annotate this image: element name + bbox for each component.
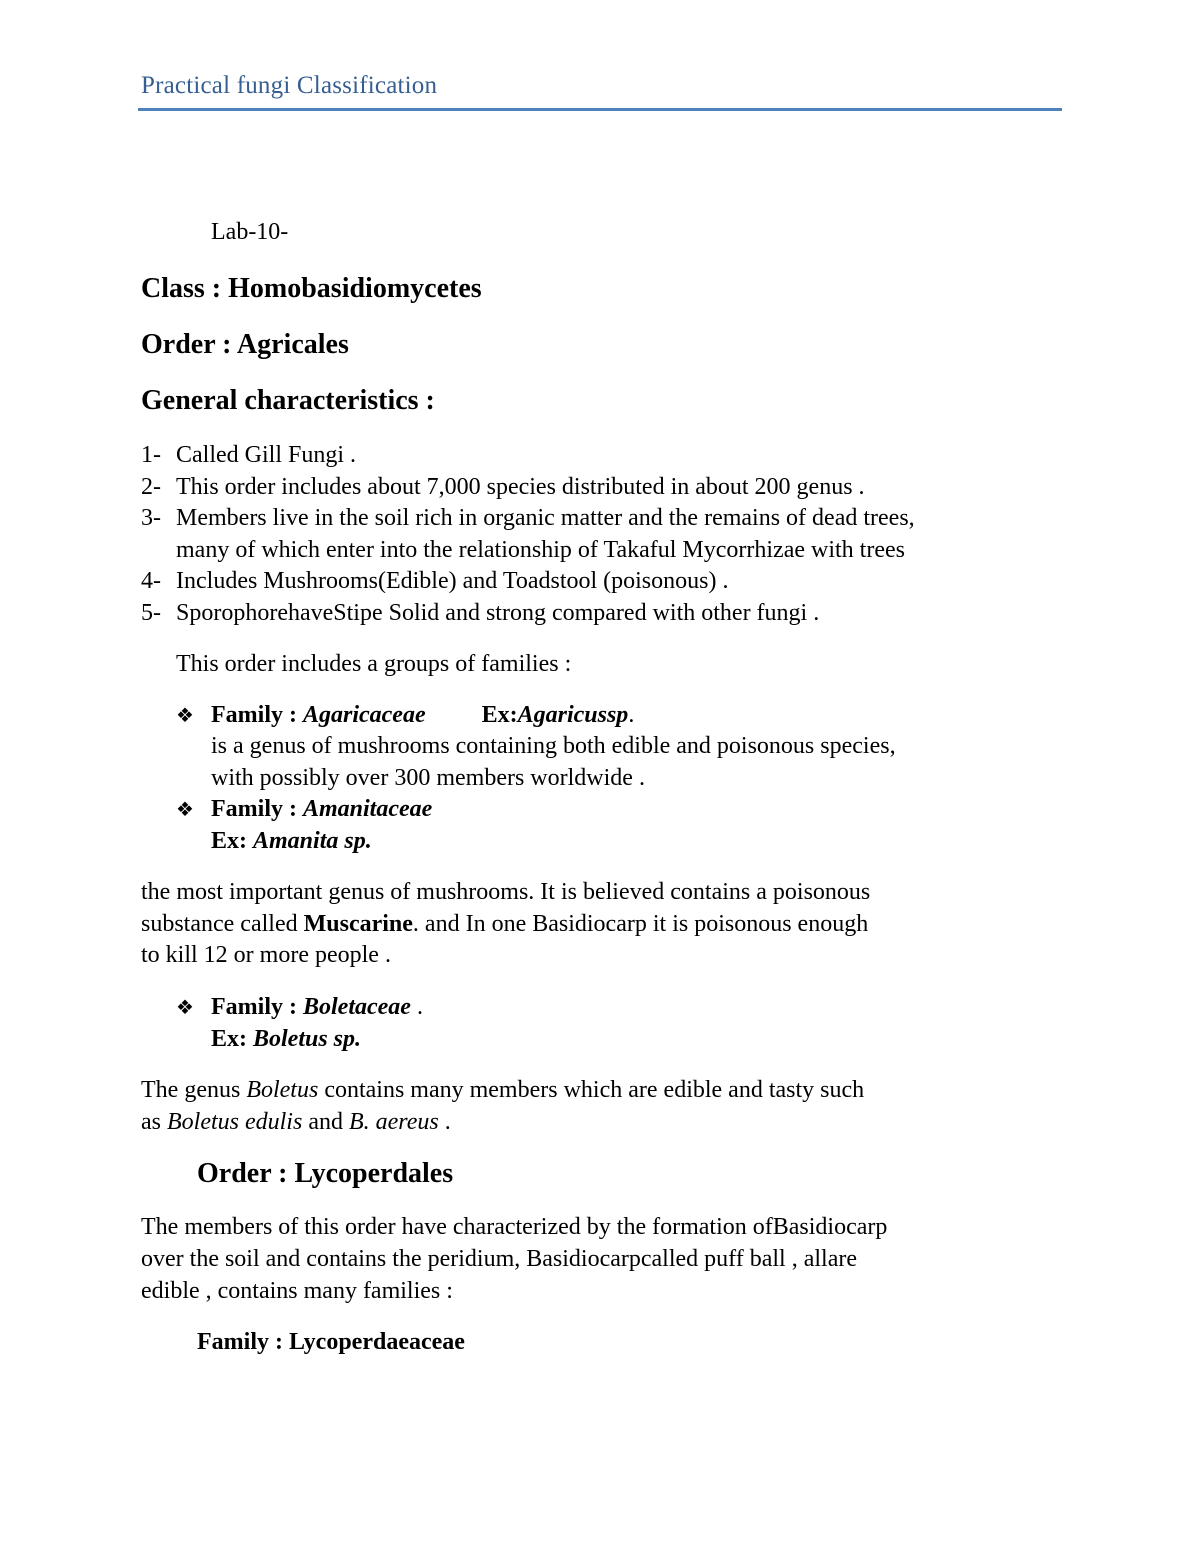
- example-label: Ex:: [211, 1026, 253, 1052]
- family-label: Family :: [211, 796, 303, 822]
- family-name: Boletaceae: [302, 994, 411, 1020]
- family-description: with possibly over 300 members worldwide .: [211, 765, 645, 791]
- example-name: Amanita sp.: [253, 828, 372, 854]
- family-description: is a genus of mushrooms containing both edible and poisonous species,: [211, 733, 896, 759]
- list-item: Called Gill Fungi .: [176, 442, 356, 468]
- family-name: Agaricaceae: [302, 702, 426, 728]
- example-name: Boletus sp.: [253, 1026, 362, 1052]
- family-boletaceae-line: Family : Boletaceae .: [211, 994, 423, 1020]
- lycoperdales-paragraph-line: edible , contains many families :: [141, 1278, 453, 1304]
- list-number: 2-: [141, 474, 161, 500]
- list-number: 4-: [141, 568, 161, 594]
- list-item: SporophorehaveStipe Solid and strong compared with other fungi .: [176, 600, 820, 626]
- amanita-paragraph-line: the most important genus of mushrooms. It is believed contains a poisonous: [141, 879, 871, 905]
- lycoperdales-paragraph-line: over the soil and contains the peridium, Basidiocarpcalled puff ball , allare: [141, 1246, 857, 1272]
- family-lycoperdaeaceae-heading: Family : Lycoperdaeaceae: [197, 1329, 465, 1355]
- family-amanitaceae-line: [211, 794, 432, 824]
- list-item-continuation: many of which enter into the relationship of Takaful Mycorrhizae with trees: [176, 537, 905, 563]
- lab-number: Lab-10-: [211, 219, 289, 245]
- list-item: Members live in the soil rich in organic matter and the remains of dead trees,: [176, 505, 915, 531]
- order-heading: Order : Agricales: [141, 329, 349, 360]
- list-item: This order includes about 7,000 species distributed in about 200 genus .: [176, 474, 865, 500]
- example-label: Ex:: [481, 702, 518, 728]
- diamond-bullet-icon: ❖: [176, 705, 194, 727]
- header-rule: [138, 108, 1062, 111]
- muscarine-term: Muscarine: [303, 911, 413, 937]
- general-characteristics-heading: General characteristics :: [141, 385, 435, 416]
- order-lycoperdales-heading: Order : Lycoperdales: [197, 1158, 454, 1189]
- amanita-paragraph-line: substance called Muscarine. and In one Basidiocarp it is poisonous enough: [141, 911, 869, 937]
- boletus-paragraph-line: as Boletus edulis and B. aereus .: [141, 1109, 451, 1135]
- boletus-paragraph-line: The genus Boletus contains many members which are edible and tasty such: [141, 1077, 865, 1103]
- diamond-bullet-icon: ❖: [176, 799, 194, 821]
- class-heading: Class : Homobasidiomycetes: [141, 273, 482, 304]
- family-label: Family :: [211, 994, 303, 1020]
- list-number: 5-: [141, 600, 161, 626]
- family-agaricaceae-line: Family : Agaricaceae Ex:Agaricussp.: [211, 702, 635, 728]
- list-item: Includes Mushrooms(Edible) and Toadstool (poisonous) .: [176, 568, 729, 594]
- families-intro: This order includes a groups of families :: [176, 651, 572, 677]
- example-label: Ex:: [211, 828, 253, 854]
- header-title: Practical fungi Classification: [141, 72, 438, 99]
- lycoperdales-paragraph-line: The members of this order have characterized by the formation ofBasidiocarp: [141, 1214, 888, 1240]
- family-example-line: [211, 1024, 361, 1054]
- example-name: Agaricussp: [517, 702, 629, 728]
- family-name: Amanitaceae: [302, 796, 433, 822]
- diamond-bullet-icon: ❖: [176, 997, 194, 1019]
- list-number: 3-: [141, 505, 161, 531]
- list-number: 1-: [141, 442, 161, 468]
- family-label: Family :: [211, 702, 303, 728]
- amanita-paragraph-line: to kill 12 or more people .: [141, 942, 391, 968]
- family-example-line: [211, 826, 372, 856]
